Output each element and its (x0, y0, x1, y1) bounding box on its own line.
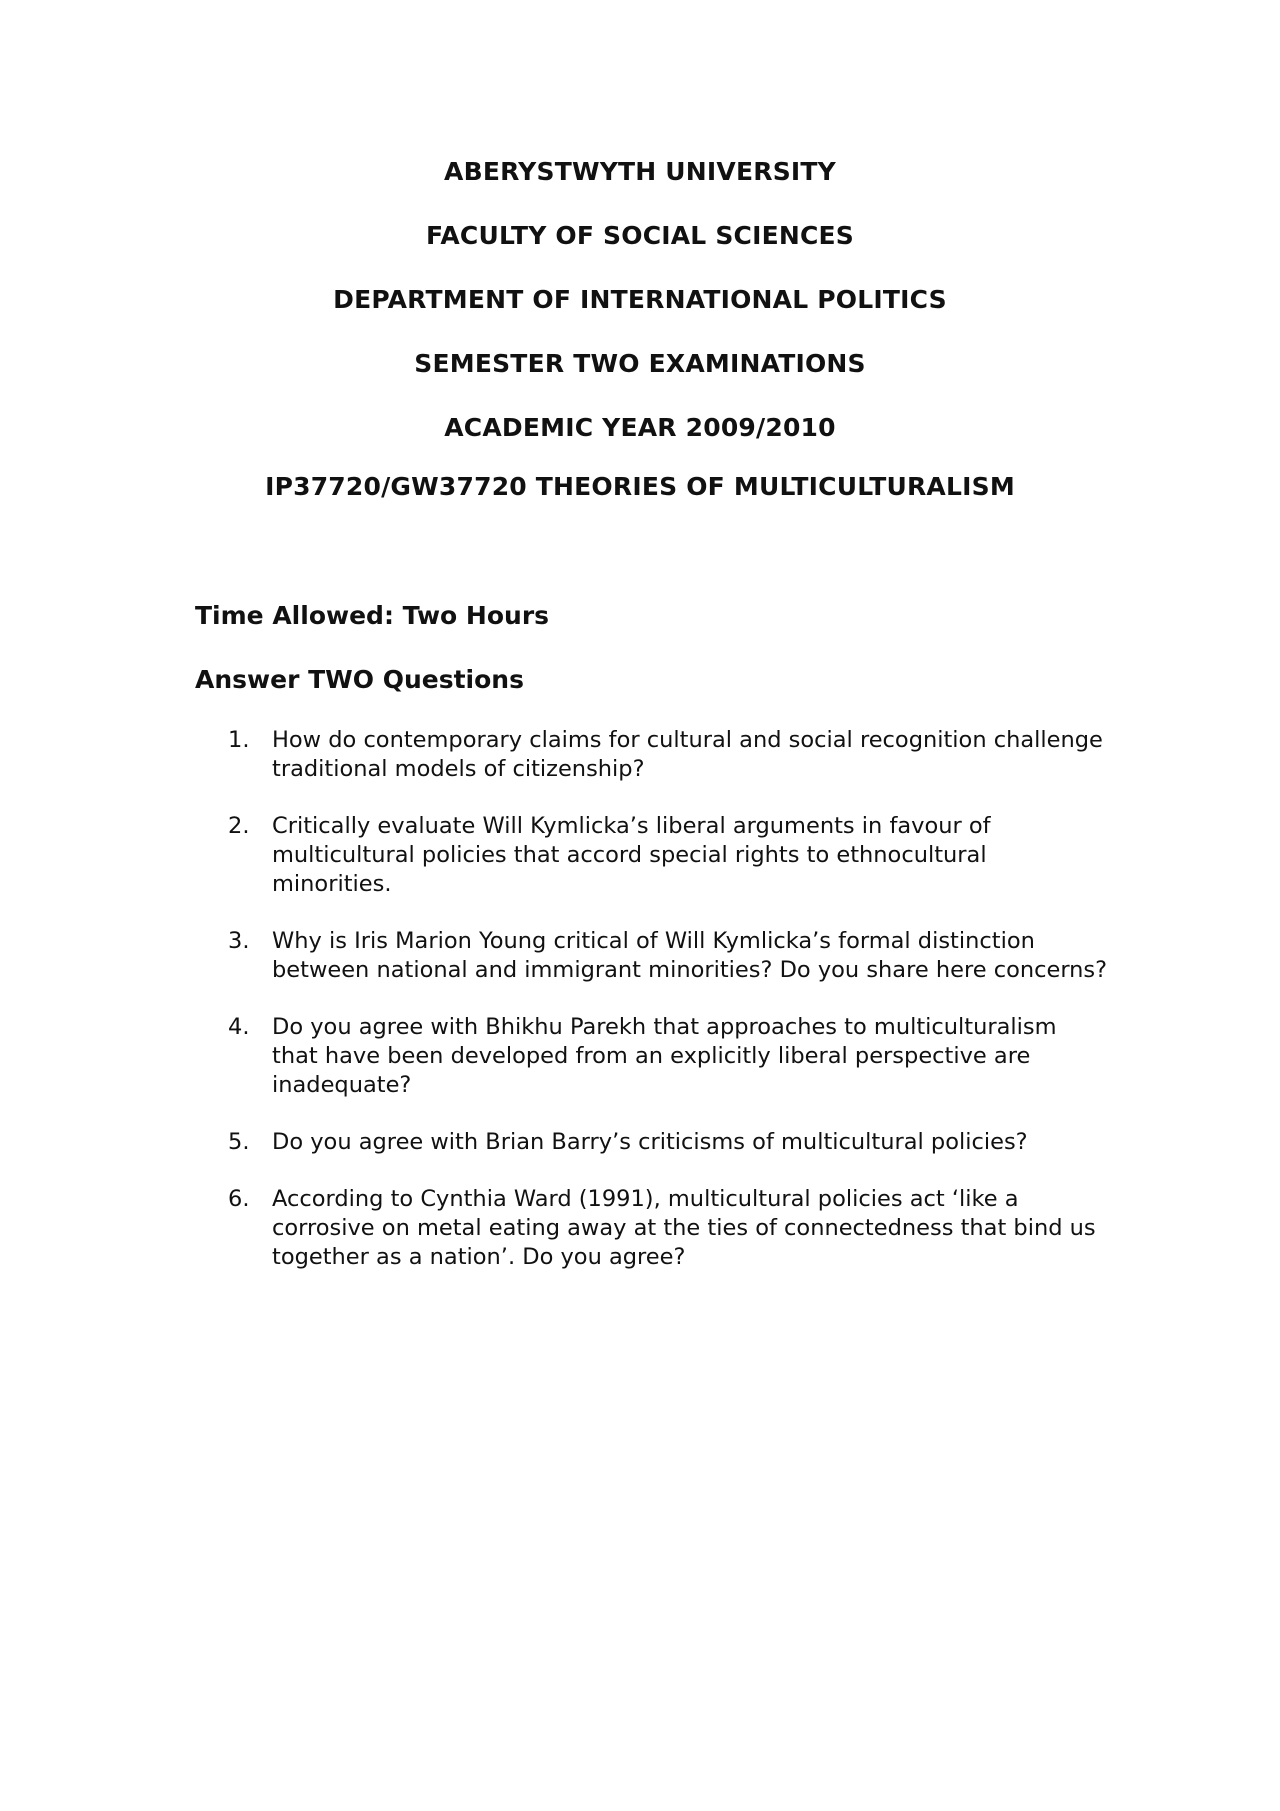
question-text: Do you agree with Bhikhu Parekh that approaches to multiculturalism that have been developed from an explicitly liberal perspective are inadequate? (272, 1014, 1057, 1098)
question-number: 6. (228, 1186, 250, 1212)
question-text: Critically evaluate Will Kymlicka’s liberal arguments in favour of multicultural policies that accord special rights to ethnocultural minorities. (272, 813, 991, 897)
question-list (228, 726, 1108, 1300)
question-text: How do contemporary claims for cultural and social recognition challenge traditional models of citizenship? (272, 727, 1103, 782)
question-number: 4. (228, 1014, 250, 1040)
question-item (228, 812, 1108, 899)
answer-instruction: Answer TWO Questions (195, 665, 524, 694)
department-heading: DEPARTMENT OF INTERNATIONAL POLITICS (333, 285, 947, 314)
academic-year-heading: ACADEMIC YEAR 2009/2010 (444, 413, 836, 442)
question-item (228, 1128, 1108, 1157)
question-number: 5. (228, 1129, 250, 1155)
question-text: According to Cynthia Ward (1991), multicultural policies act ‘like a corrosive on metal eating away at the ties of connectedness that bind us together as a nation’. Do you agree? (272, 1186, 1096, 1270)
time-allowed: Time Allowed: Two Hours (195, 601, 550, 630)
question-text: Do you agree with Brian Barry’s criticisms of multicultural policies? (272, 1129, 1028, 1155)
question-item (228, 927, 1108, 985)
question-item (228, 726, 1108, 784)
question-text: Why is Iris Marion Young critical of Will Kymlicka’s formal distinction between national and immigrant minorities? Do you share here concerns? (272, 928, 1108, 983)
question-item (228, 1185, 1108, 1272)
question-item (228, 1013, 1108, 1100)
examination-heading: SEMESTER TWO EXAMINATIONS (414, 349, 866, 378)
question-number: 1. (228, 727, 250, 753)
faculty-heading: FACULTY OF SOCIAL SCIENCES (425, 221, 855, 250)
module-title: IP37720/GW37720 THEORIES OF MULTICULTURALISM (265, 472, 1015, 501)
university-heading: ABERYSTWYTH UNIVERSITY (444, 157, 836, 186)
question-number: 2. (228, 813, 250, 839)
question-number: 3. (228, 928, 250, 954)
